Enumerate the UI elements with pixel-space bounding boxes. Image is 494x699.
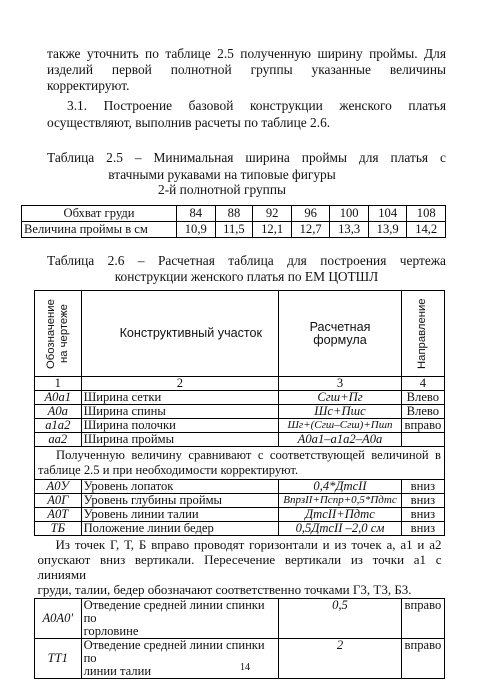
table-cell: 0,5ДтсII –2,0 см	[279, 522, 402, 536]
table-cell: 108	[407, 206, 446, 222]
table-cell: 84	[177, 206, 216, 222]
table-note-2	[35, 536, 445, 599]
intro-line-4: 3.1. Построение базовой конструкции женского платья	[67, 98, 446, 113]
table-cell: 13,9	[368, 222, 407, 238]
table-cell: 10,9	[177, 222, 216, 238]
table-cell: Влево	[401, 391, 444, 405]
table-cell: 0,4*ДтсII	[279, 480, 402, 494]
table-cell: 100	[330, 206, 369, 222]
table-cell: 2	[81, 377, 279, 391]
header-section: Конструктивный участок	[81, 291, 279, 377]
header-direction-text: Направление	[416, 298, 429, 369]
table-row	[35, 536, 445, 599]
table-cell: Шг+(Сгш–Сгш)+Пшп	[279, 419, 402, 433]
table-row	[35, 494, 445, 508]
table-row	[35, 377, 445, 391]
table-row	[35, 419, 445, 433]
table-cell: 13,3	[330, 222, 369, 238]
table-cell: вниз	[401, 480, 444, 494]
note1-line2: таблице 2.5 и при необходимости корректируют.	[38, 463, 299, 477]
table-cell: аа2	[35, 433, 82, 447]
note2-line1: Из точек Г, Т, Б вправо проводят горизонтали и из точек а, а1 и а2	[55, 537, 442, 552]
table-cell	[401, 433, 444, 447]
table-cell: Величина проймы в см	[22, 222, 177, 238]
row3-0-name-line2: горловине	[83, 624, 139, 638]
table-cell: вниз	[401, 494, 444, 508]
table-row	[35, 480, 445, 494]
table-cell: ДтсII+Пдтс	[279, 508, 402, 522]
header-designation	[35, 291, 82, 377]
table-row	[22, 222, 446, 238]
table-row	[35, 433, 445, 447]
table-cell: 2	[279, 639, 402, 679]
table-cell: ТБ	[35, 522, 82, 536]
table-row	[35, 405, 445, 419]
table26-caption-line1: Таблица 2.6 – Расчетная таблица для построения чертежа	[47, 253, 446, 268]
table-cell: вправо	[401, 599, 444, 639]
table-cell: 96	[291, 206, 330, 222]
table25-caption-line2: втачными рукавами на типовые фигуры	[108, 167, 336, 182]
table-cell: Ширина сетки	[81, 391, 279, 405]
table-cell: ВпрзII+Пспр+0,5*Пдтс	[279, 494, 402, 508]
table25-caption-line1: Таблица 2.5 – Минимальная ширина проймы для платья с	[47, 150, 446, 165]
table-cell: Положение линии бедер	[81, 522, 279, 536]
intro-line-2: изделий первой полнотной группы указанные величины	[47, 62, 446, 77]
table25-caption-line3: 2-й полнотной группы	[158, 182, 286, 197]
table-cell: 0,5	[279, 599, 402, 639]
table-2-6	[34, 290, 445, 679]
note2-line2: опускают вниз вертикали. Пересечение вертикали из точки а1 с линиями	[37, 552, 442, 582]
table-cell: А0Г	[35, 494, 82, 508]
intro-line-5: осуществляют, выполнив расчеты по таблице 2.6.	[47, 115, 331, 130]
table-cell: Ширина спины	[81, 405, 279, 419]
table-cell	[81, 599, 279, 639]
table-cell: А0А0'	[35, 599, 82, 639]
table-row	[35, 391, 445, 405]
table-cell: Уровень лопаток	[81, 480, 279, 494]
intro-line-1: также уточнить по таблице 2.5 полученную ширину проймы. Для	[47, 46, 446, 61]
table-cell: 88	[215, 206, 253, 222]
table-cell: 104	[368, 206, 407, 222]
table-cell: 11,5	[215, 222, 253, 238]
row3-1-name-line2: линии талии	[83, 664, 152, 678]
table-note-1	[35, 447, 445, 480]
table-cell: ТТ1	[35, 639, 82, 679]
table-row	[35, 599, 445, 639]
table-cell: А0У	[35, 480, 82, 494]
table-cell: 1	[35, 377, 82, 391]
table-cell: А0а1	[35, 391, 82, 405]
table-cell: 4	[401, 377, 444, 391]
table-cell: 14,2	[407, 222, 446, 238]
table-cell: 12,1	[253, 222, 292, 238]
table-cell: А0а1–а1а2–А0а	[279, 433, 402, 447]
header-formula: Расчетная формула	[279, 291, 402, 377]
table-cell: вправо	[401, 419, 444, 433]
table-cell: вниз	[401, 522, 444, 536]
table-cell: а1а2	[35, 419, 82, 433]
table-row	[35, 522, 445, 536]
table-row	[22, 206, 446, 222]
table-header-row	[35, 291, 445, 377]
table-cell: Уровень глубины проймы	[81, 494, 279, 508]
table26-caption-line2: конструкции женского платья по ЕМ ЦОТШЛ	[114, 269, 379, 284]
table-cell: Ширина полочки	[81, 419, 279, 433]
table-cell: Шс+Пшс	[279, 405, 402, 419]
table-cell: Влево	[401, 405, 444, 419]
table-cell: Уровень линии талии	[81, 508, 279, 522]
header-direction	[401, 291, 444, 377]
note2-line3: груди, талии, бедер обозначают соответственно точками Г3, Т3, Б3.	[37, 582, 412, 597]
table-row	[35, 508, 445, 522]
table-2-5	[21, 205, 446, 238]
table-cell: вниз	[401, 508, 444, 522]
table-cell: 3	[279, 377, 402, 391]
table-row	[35, 447, 445, 480]
table-cell: Обхват груди	[22, 206, 177, 222]
table-cell: Ширина проймы	[81, 433, 279, 447]
table-cell: Сгш+Пг	[279, 391, 402, 405]
row3-1-name-line1: Отведение средней линии спинки по	[83, 638, 265, 665]
header-designation-text: Обозначение на чертеже	[44, 298, 70, 369]
page-number: 14	[240, 662, 250, 673]
intro-line-3: корректируют.	[47, 78, 130, 93]
table-cell: вправо	[401, 639, 444, 679]
table-cell: 92	[253, 206, 292, 222]
table-cell: А0а	[35, 405, 82, 419]
table-cell: А0Т	[35, 508, 82, 522]
table-cell: 12,7	[291, 222, 330, 238]
row3-0-name-line1: Отведение средней линии спинки по	[83, 598, 265, 625]
note1-line1: Полученную величину сравнивают с соответствующей величиной в	[56, 448, 441, 462]
